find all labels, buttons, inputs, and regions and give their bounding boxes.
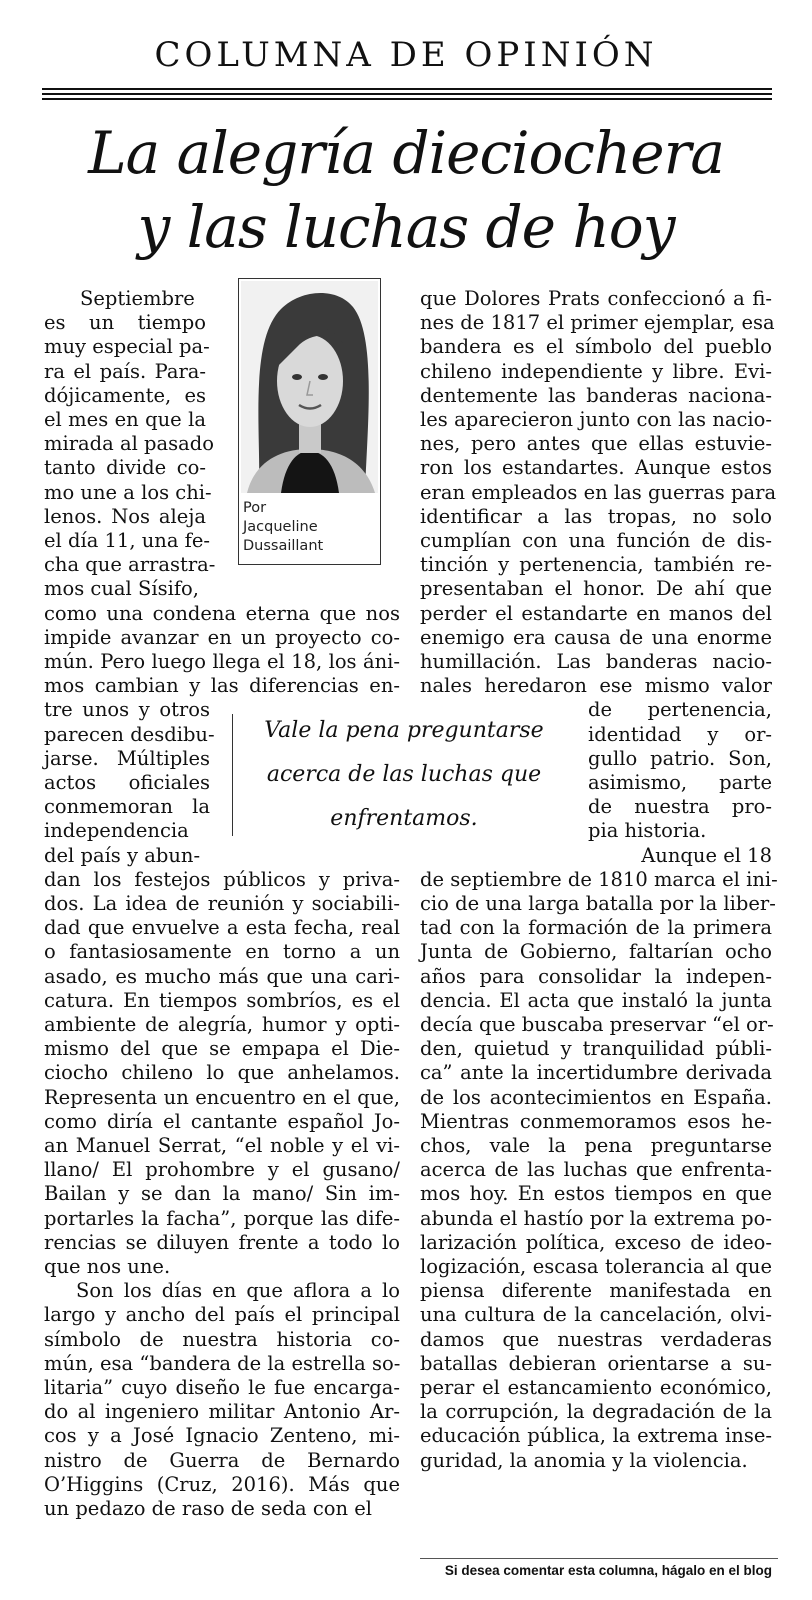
headline-line-1: La alegría dieciochera: [88, 119, 724, 187]
column-right-line: dencia. El acta que instaló la junta: [420, 988, 772, 1012]
byline-author-first: Jacqueline: [243, 519, 318, 535]
column-left-line: nistro de Guerra de Bernardo: [44, 1448, 400, 1472]
column-right-line: eran empleados en las guerras para: [420, 480, 777, 504]
column-left-line: ciocho chileno lo que anhelamos.: [44, 1061, 400, 1085]
column-right-line: tad con la formación de la primera: [420, 916, 772, 940]
column-left-line: an Manuel Serrat, “el noble y el vi-: [44, 1134, 400, 1157]
footer-note: Si desea comentar esta columna, hágalo en el blog: [444, 1563, 772, 1578]
column-right-line: cumplían con una función de dis-: [420, 529, 772, 552]
column-right-line: chos, vale la pena preguntarse: [420, 1134, 772, 1157]
column-left-line: dójicamente, es: [44, 383, 206, 407]
column-right-line: presentaban el honor. De ahí que: [420, 577, 772, 601]
column-right-line: años para consolidar la indepen-: [420, 964, 772, 988]
column-right-line: identificar a las tropas, no solo: [420, 504, 772, 528]
column-left-line: mos cual Sísifo,: [44, 577, 199, 601]
column-left-line: dos. La idea de reunión y sociabili-: [44, 892, 400, 915]
column-right-line: pia historia.: [588, 819, 707, 843]
column-right-line: perder el estandarte en manos del: [420, 601, 772, 625]
column-right-line: de los acontecimientos en España.: [420, 1085, 772, 1109]
header-rule-middle: [42, 93, 772, 95]
byline-author-last: Dussaillant: [243, 538, 324, 554]
column-right-line: mos hoy. En estos tiempos en que: [420, 1182, 772, 1206]
headline-line-2: y las luchas de hoy: [137, 193, 675, 261]
column-left-line: que nos une.: [44, 1255, 171, 1278]
column-right-line: de septiembre de 1810 marca el ini-: [420, 867, 778, 891]
column-right-line: humillación. Las banderas nacio-: [420, 650, 772, 673]
byline-caption: [243, 499, 377, 556]
column-right-line: que Dolores Prats confeccionó a fi-: [420, 287, 772, 310]
column-right-line: gullo patrio. Son,: [588, 746, 772, 770]
column-left-line: cha que arrastra-: [44, 553, 216, 577]
column-right-line: larización política, exceso de ideo-: [420, 1230, 772, 1254]
column-left-line: como diría el cantante español Jo-: [44, 1109, 400, 1133]
column-left-line: impide avanzar en un proyecto co-: [44, 625, 400, 649]
column-left-line: rencias se diluyen frente a todo lo: [44, 1230, 400, 1254]
column-left-line: Bailan y se dan la mano/ Sin im-: [44, 1182, 400, 1206]
column-right-line: educación pública, la extrema inse-: [420, 1424, 772, 1448]
column-left-line: del país y abun-: [44, 843, 201, 867]
column-left-line: ra el país. Para-: [44, 359, 206, 383]
column-right-line: chileno independiente y libre. Evi-: [420, 359, 772, 383]
author-photo: [241, 281, 378, 493]
column-right-line: tinción y pertenencia, también re-: [420, 553, 772, 577]
column-right-line: abunda el hastío por la extrema po-: [420, 1206, 772, 1230]
pull-quote: [232, 714, 575, 836]
column-right-line: piensa diferente manifestada en: [420, 1279, 772, 1303]
column-right-line: dentemente las banderas naciona-: [420, 383, 772, 407]
pull-quote-line: enfrentamos.: [330, 806, 478, 831]
column-right-line: acerca de las luchas que enfrenta-: [420, 1158, 772, 1182]
column-left-line: mún, esa “bandera de la estrella so-: [44, 1351, 401, 1375]
column-right-line: identidad y or-: [588, 722, 772, 746]
pull-quote-line: Vale la pena preguntarse: [264, 718, 544, 743]
column-right-line: una cultura de la cancelación, olvi-: [420, 1303, 772, 1327]
column-left-line: asado, es mucho más que una cari-: [44, 964, 400, 988]
column-left-line: Son los días en que aflora a lo: [76, 1279, 400, 1303]
column-right-line: den, quietud y tranquilidad públi-: [420, 1037, 772, 1061]
column-left-line: largo y ancho del país el principal: [44, 1303, 400, 1327]
column-right-line: nales heredaron ese mismo valor: [420, 674, 772, 698]
column-left-line: o fantasiosamente en torno a un: [44, 940, 400, 964]
column-right-line: Aunque el 18: [641, 843, 772, 867]
column-left-line: Representa un encuentro en el que,: [44, 1085, 400, 1109]
column-right-line: perar el estancamiento económico,: [420, 1376, 772, 1399]
column-left-line: símbolo de nuestra historia co-: [44, 1327, 400, 1351]
column-right-line: nes de 1817 el primer ejemplar, esa: [420, 311, 775, 335]
column-left-line: portarles la facha”, porque las dife-: [44, 1206, 400, 1230]
column-left-line: mún. Pero luego llega el 18, los áni-: [44, 650, 400, 673]
column-right-line: asimismo, parte: [588, 771, 772, 794]
column-right-line: logización, escasa tolerancia al que: [420, 1255, 772, 1278]
column-left-line: mos cambian y las diferencias en-: [44, 674, 400, 698]
column-left-line: Septiembre: [80, 287, 195, 310]
column-left-line: ambiente de alegría, humor y opti-: [44, 1013, 400, 1036]
column-right-line: nes, pero antes que ellas estuvie-: [420, 432, 772, 456]
column-right-line: de nuestra pro-: [588, 795, 772, 819]
column-left-line: dan los festejos públicos y priva-: [44, 867, 400, 891]
column-right-line: les aparecieron junto con las nacio-: [420, 408, 772, 431]
column-left-line: conmemoran la: [44, 795, 210, 819]
column-left-line: como una condena eterna que nos: [44, 601, 400, 625]
column-right-line: Mientras conmemoramos esos he-: [420, 1109, 772, 1133]
column-left-line: actos oficiales: [44, 771, 210, 794]
column-left-line: es un tiempo: [44, 311, 206, 335]
column-right-line: cio de una larga batalla por la liber-: [420, 892, 776, 915]
column-right-line: batallas debieran orientarse a su-: [420, 1351, 772, 1375]
column-left-line: el día 11, una fe-: [44, 529, 211, 552]
column-left-line: dad que envuelve a esta fecha, real: [44, 916, 400, 940]
column-right-line: damos que nuestras verdaderas: [420, 1327, 772, 1351]
column-left-line: tanto divide co-: [44, 456, 206, 480]
column-right-line: ca” ante la incertidumbre derivada: [420, 1061, 772, 1085]
column-left-line: do al ingeniero militar Antonio Ar-: [44, 1400, 400, 1424]
column-left-line: mismo del que se empapa el Die-: [44, 1037, 400, 1061]
column-left-line: independencia: [44, 819, 189, 843]
column-left-line: cos y a José Ignacio Zenteno, mi-: [44, 1424, 400, 1448]
column-right-line: la corrupción, la degradación de la: [420, 1400, 772, 1424]
column-right-line: de pertenencia,: [588, 698, 772, 722]
column-right-line: ron los estandartes. Aunque estos: [420, 456, 772, 480]
column-left-line: muy especial pa-: [44, 335, 210, 359]
column-right-line: Junta de Gobierno, faltarían ocho: [420, 940, 772, 964]
footer-rule: [420, 1558, 778, 1559]
column-left-line: tre unos y otros: [44, 698, 210, 722]
column-left-line: catura. En tiempos sombríos, es el: [44, 988, 400, 1012]
column-left-line: mirada al pasado: [44, 432, 215, 456]
author-photo-box: [238, 278, 381, 565]
column-right-line: bandera es el símbolo del pueblo: [420, 335, 772, 359]
section-label: COLUMNA DE OPINIÓN: [154, 35, 658, 75]
pull-quote-line: acerca de las luchas que: [266, 762, 542, 787]
column-left-line: jarse. Múltiples: [44, 746, 210, 770]
column-left-line: O’Higgins (Cruz, 2016). Más que: [44, 1472, 400, 1496]
column-right-line: decía que buscaba preservar “el or-: [420, 1013, 774, 1036]
column-left-line: litaria” cuyo diseño le fue encarga-: [44, 1376, 400, 1399]
header-rule-top: [42, 88, 772, 90]
column-left-line: llano/ El prohombre y el gusano/: [44, 1158, 400, 1182]
column-left-line: parecen desdibu-: [44, 722, 215, 746]
column-left-line: lenos. Nos aleja: [44, 504, 206, 528]
column-left-line: mo une a los chi-: [44, 480, 212, 504]
column-right-line: guridad, la anomia y la violencia.: [420, 1448, 748, 1472]
column-left-line: un pedazo de raso de seda con el: [44, 1497, 373, 1520]
byline-by: Por: [243, 500, 267, 516]
column-right-line: enemigo era causa de una enorme: [420, 625, 772, 649]
column-left-line: el mes en que la: [44, 408, 206, 431]
header-rule-bottom: [42, 98, 772, 100]
